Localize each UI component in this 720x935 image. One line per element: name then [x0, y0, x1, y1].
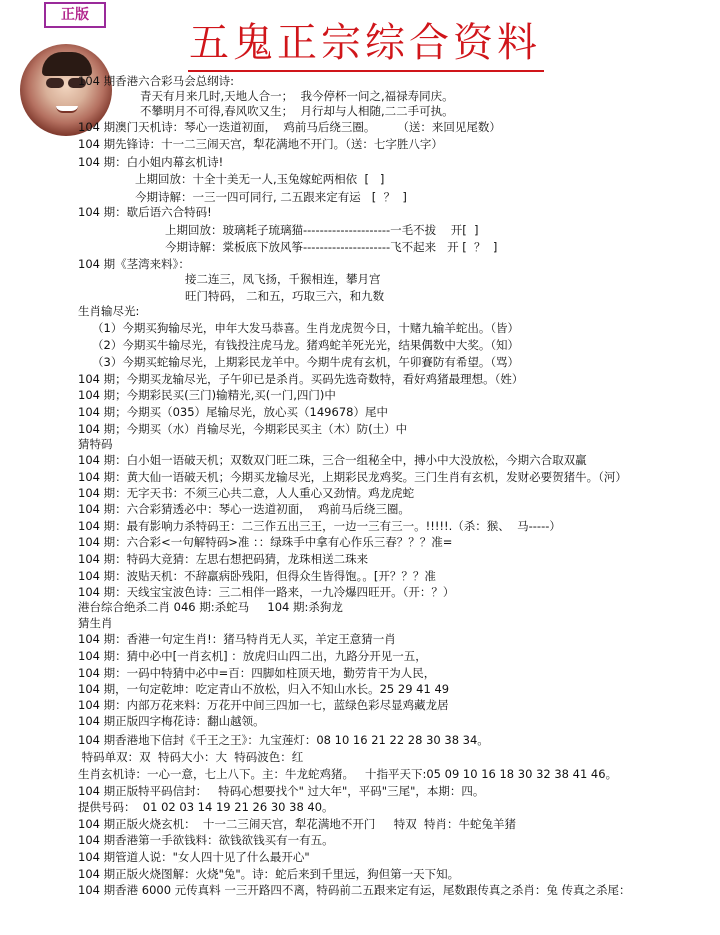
text-line: 104 期；今期买（035）尾输尽光，放心买（149678）尾中	[78, 405, 388, 419]
avatar-hair	[42, 52, 92, 76]
text-line: 104 期，一句定乾坤：吃定青山不放松，归入不知山水长。25 29 41 49	[78, 682, 450, 696]
text-line: 生肖玄机诗：一心一意，七上八下。主：牛龙蛇鸡猪。 十指平天下:05 09 10 16 18 30 32 38 41 46。	[78, 767, 618, 781]
text-line: 不攀明月不可得,春风吹又生； 月行却与人相随,二二手可执。	[140, 104, 454, 118]
text-line: 104 期；今期买（水）肖输尽光，今期彩民买主（木）防(土）中	[78, 422, 408, 436]
text-line: （1）今期买狗输尽光，申年大发马恭喜。生肖龙虎贺今日，十赌九输羊蛇出。（皆）	[92, 321, 520, 335]
text-line: 104 期：内部万花来料：万花开中间三四加一七，蓝绿色彩尽显鸡藏龙居	[78, 698, 449, 712]
avatar-mouth	[56, 106, 78, 113]
text-line: 104 期香港 6000 元传真料 一三开路四不离，特码前二五跟来定有运，尾数跟传真之杀肖：兔 传真之杀尾：	[78, 883, 631, 897]
text-line: 生肖输尽光:	[78, 304, 140, 318]
text-line: 104 期管道人说："女人四十见了什么最开心"	[78, 850, 310, 864]
text-line: 提供号码： 01 02 03 14 19 21 26 30 38 40。	[78, 800, 334, 814]
text-line: 104 期；今期彩民买(三门)输精光,买(一门,四门)中	[78, 388, 336, 402]
text-line: 旺门特码， 二和五，巧取三六，和九数	[185, 289, 385, 303]
text-line: 104 期《茎湾来料》：	[78, 257, 190, 271]
text-line: 猜特码	[78, 437, 113, 451]
text-line: 104 期正版特平码信封： 特码心想要找个" 过大年"，平码"三尾"，本期：四。	[78, 784, 485, 798]
text-line: 接二连三，凤飞扬，千猴相连，攀月宫	[185, 272, 381, 286]
text-line: 104 期澳门天机诗：琴心一迭道初面， 鸡前马后绕三圈。 （送：来回见尾数）	[78, 120, 501, 134]
text-line: 今期诗解：棠板底下放风筝---------------------飞不起来 开 [ ？ ]	[165, 240, 498, 254]
text-line: 104 期香港六合彩马会总纲诗:	[78, 74, 234, 88]
title-underline	[188, 70, 544, 72]
text-line: 104 期：天线宝宝波色诗：三二相伴一路来，一九冷爆四旺开。（开：？）	[78, 585, 455, 599]
text-line: 104 期：特码大竞猜：左思右想把码猜，龙珠相送二珠来	[78, 552, 369, 566]
text-line: 104 期；今期买龙输尽光，子午卯已是杀肖。买码先选奇数特，看好鸡猪最理想。（姓）	[78, 372, 524, 386]
text-line: 港台综合绝杀二肖 046 期:杀蛇马 104 期:杀狗龙	[78, 600, 343, 614]
text-line: 青天有月来几时,天地人合一； 我今停杯一问之,福禄寿同庆。	[140, 89, 454, 103]
text-line: 上期回放：十全十美无一人,玉兔嫁蛇两相依 [ ]	[135, 172, 385, 186]
text-line: （3）今期买蛇输尽光，上期彩民龙羊中。今期牛虎有玄机，午卯賽防有希望。（骂）	[92, 355, 520, 369]
text-line: （2）今期买牛输尽光，有钱投注虎马龙。猪鸡蛇羊死光光，结果偶数中大奖。（知）	[92, 338, 520, 352]
text-line: 104 期：白小姐一语破天机；双数双门旺二珠，三合一组秘全中，搏小中大没放松，今期六合取双赢	[78, 453, 587, 467]
text-line: 104 期：无字天书：不须三心共二意，人人重心又劲情。鸡龙虎蛇	[78, 486, 415, 500]
text-line: 104 期：波贴天机：不辞羸病卧残阳，但得众生皆得饱。。[开？？？准	[78, 569, 436, 583]
text-line: 104 期正版四字梅花诗：翻山越领。	[78, 714, 265, 728]
text-line: 104 期：白小姐内幕玄机诗!	[78, 155, 224, 169]
text-line: 104 期：六合彩<一句解特码>准 ：：绿珠手中拿有心作乐三春？？？准=	[78, 535, 453, 549]
text-line: 今期诗解：一三一四可同行, 二五跟来定有运 [ ？ ]	[135, 190, 407, 204]
text-line: 104 期：一码中特猜中必中=百：四脚如柱顶天地，勤劳肯干为人民，	[78, 666, 436, 680]
text-line: 104 期：六合彩猜透必中：琴心一迭道初面， 鸡前马后绕三圈。	[78, 502, 410, 516]
text-line: 猜生肖	[78, 616, 113, 630]
text-line: 104 期：歇后语六合特码!	[78, 205, 212, 219]
text-line: 104 期：香港一句定生肖!：猪马特肖无人买，羊定王意猜一肖	[78, 632, 396, 646]
genuine-badge: 正版	[44, 2, 106, 28]
text-line: 104 期：猜中必中[一肖玄机] ：放虎归山四二出，九路分开见一五，	[78, 649, 427, 663]
avatar-glasses-left	[46, 78, 64, 88]
page-title: 五鬼正宗综合资料	[189, 20, 541, 66]
text-line: 104 期香港地下信封《千王之王》：九宝莲灯：08 10 16 21 22 28 30 38 34。	[78, 733, 489, 747]
text-line: 104 期正版火烧玄机： 十一二三闹天宫，犁花满地不开门 特双 特肖：牛蛇兔羊猪	[78, 817, 517, 831]
text-line: 上期回放：玻璃耗子琉璃猫---------------------一毛不拔 开[ ]	[165, 223, 479, 237]
text-line: 104 期正版火烧图解：火烧"兔"。诗：蛇后来到千里远，狗但第一天下知。	[78, 867, 460, 881]
text-line: 特码单双：双 特码大小：大 特码波色：红	[78, 750, 304, 764]
text-line: 104 期：最有影响力杀特码王：二三作五出三王，一边一三有三一。!!!!!.（杀：猴、 马-----）	[78, 519, 561, 533]
text-line: 104 期先锋诗：十一二三闹天宫，犁花满地不开门。（送：七字胜八字）	[78, 137, 443, 151]
text-line: 104 期香港第一手欲钱料：欲钱欲钱买有一有五。	[78, 833, 334, 847]
text-line: 104 期：黄大仙一语破天机；今期买龙输尽光，上期彩民龙鸡奖。三门生肖有玄机，发财必要贺猪牛。（河）	[78, 470, 627, 484]
